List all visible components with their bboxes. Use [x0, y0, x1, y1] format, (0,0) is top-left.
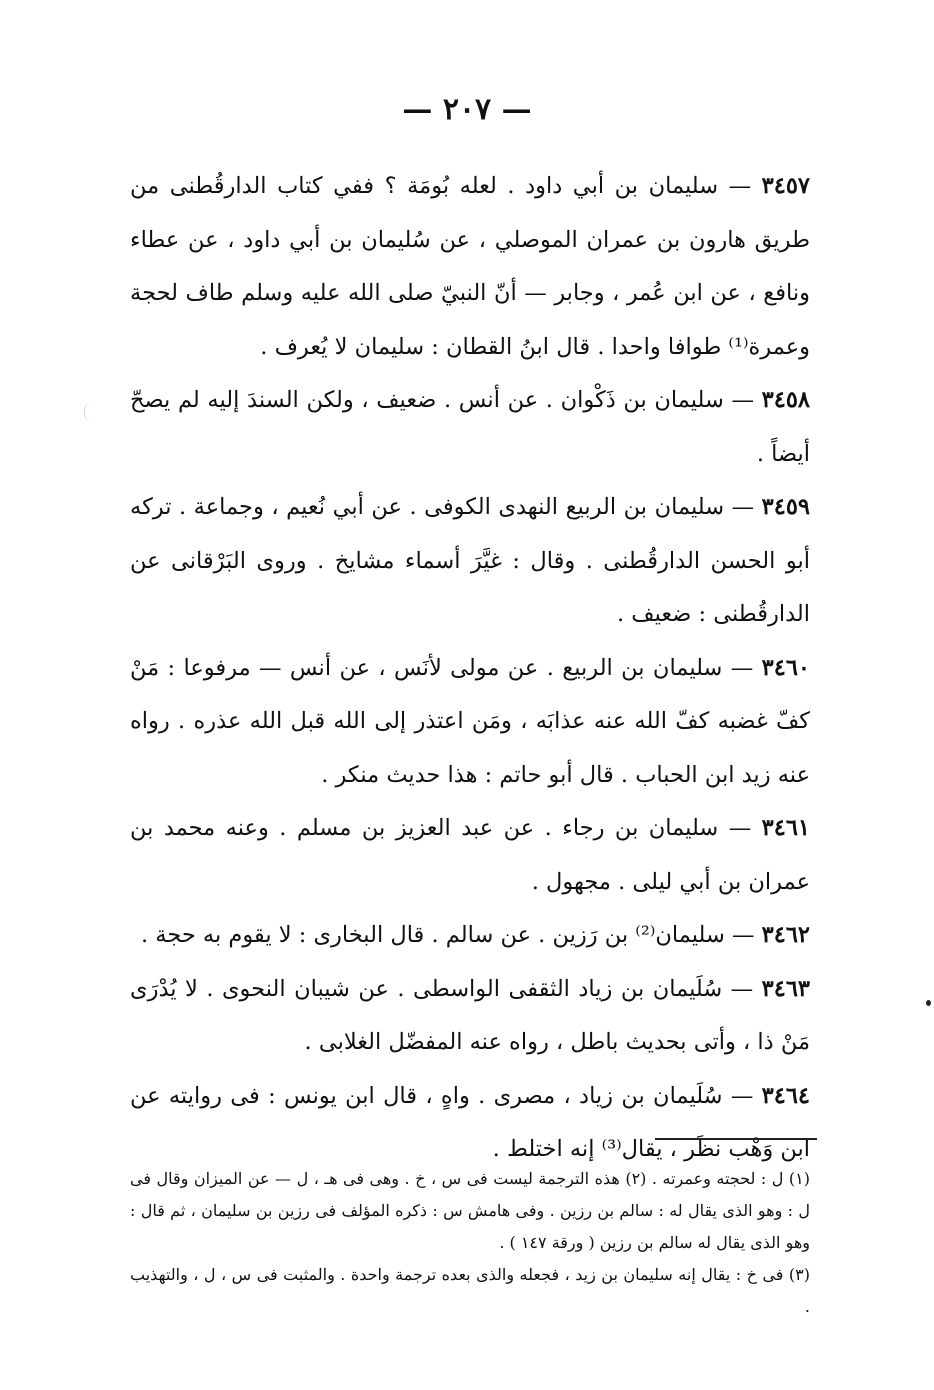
entry-text: — سليمان⁽²⁾ بن رَزين . عن سالم . قال البخارى : لا يقوم به حجة . [140, 922, 755, 948]
entry [130, 160, 810, 374]
entry-number: ٣٤٦٢ [761, 922, 810, 948]
entry-text: — سُلَيمان بن زياد ، مصرى . واهٍ ، قال ابن يونس : فى روايته عن ابن وَهْب نظَر ، يقال⁽³⁾ إنه اختلط . [130, 1082, 810, 1162]
footnote: (١) ل : لحجته وعمرته . (٢) هذه الترجمة ليست فى س ، خ . وهى فى هـ ، ل — عن الميزان وقال فى ل : وهو الذى يقال له : سالم بن رزين . وفى هامش س : ذكره المؤلف فى رزين بن سليمان ، ثم قال : وهو الذى يقال له سالم بن رزين ( ورقة ١٤٧ ) . [130, 1169, 810, 1252]
footnotes [130, 1163, 810, 1323]
entry [130, 802, 810, 909]
entry-text: — سليمان بن أبي داود . لعله بُومَة ؟ ففي كتاب الدارقُطنى من طريق هارون بن عمران الموصلي ، عن سُليمان بن أبي داود ، عن عطاء ونافع ، عن ابن عُمر ، وجابر — أنّ النبيّ صلى الله عليه وسلم طاف لحجة وعمرة⁽¹⁾ طوافا واحدا . قال ابنُ القطان : سليمان لا يُعرف . [130, 173, 810, 360]
scan-mark [84, 402, 99, 422]
entry-number: ٣٤٦٣ [761, 975, 811, 1002]
page-number: — ٢٠٧ — [402, 92, 532, 127]
entry-text: — سليمان بن رجاء . عن عبد العزيز بن مسلم . وعنه محمد بن عمران بن أبي ليلى . مجهول . [130, 815, 810, 895]
entry-number: ٣٤٦١ [761, 815, 810, 841]
footnote: (٣) فى خ : يقال إنه سليمان بن زيد ، فجعله والذى بعده ترجمة واحدة . والمثبت فى س ، ل ، والتهذيب . [130, 1265, 810, 1316]
entry-number: ٣٤٦٠ [761, 654, 810, 681]
entry-text: — سليمان بن الربيع . عن مولى لأنَس ، عن أنس — مرفوعا : مَنْ كفّ غضبه كفّ الله عنه عذابَه ، ومَن اعتذر إلى الله قبل الله عذره . رواه عنه زيد ابن الحباب . قال أبو حاتم : هذا حديث منكر . [130, 654, 810, 788]
entry-text: — سليمان بن الربيع النهدى الكوفى . عن أبي نُعيم ، وجماعة . تركه أبو الحسن الدارقُطنى . وقال : غيَّرَ أسماء مشايخ . وروى البَرْقانى عن الدارقُطنى : ضعيف . [130, 494, 810, 627]
entry-text: — سُلَيمان بن زياد الثقفى الواسطى . عن شيبان النحوى . لا يُدْرَى مَنْ ذا ، وأتى بحديث باطل ، رواه عنه المفضّل الغلابى . [130, 975, 810, 1055]
entry-number: ٣٤٥٧ [761, 173, 810, 199]
entry-number: ٣٤٥٨ [761, 387, 811, 413]
entry-text: — سليمان بن ذَكْوان . عن أنس . ضعيف ، ولكن السندَ إليه لم يصحّ أيضاً . [130, 387, 810, 467]
scan-dot [926, 1000, 931, 1006]
entry-number: ٣٤٥٩ [761, 494, 811, 520]
entry [130, 963, 810, 1070]
entry [130, 909, 810, 963]
entry [130, 642, 810, 803]
entries-body [130, 160, 810, 1177]
entry [130, 374, 810, 481]
entry [130, 481, 810, 642]
entry-number: ٣٤٦٤ [761, 1082, 810, 1109]
footnote-divider [655, 1138, 817, 1140]
entry [130, 1070, 810, 1177]
